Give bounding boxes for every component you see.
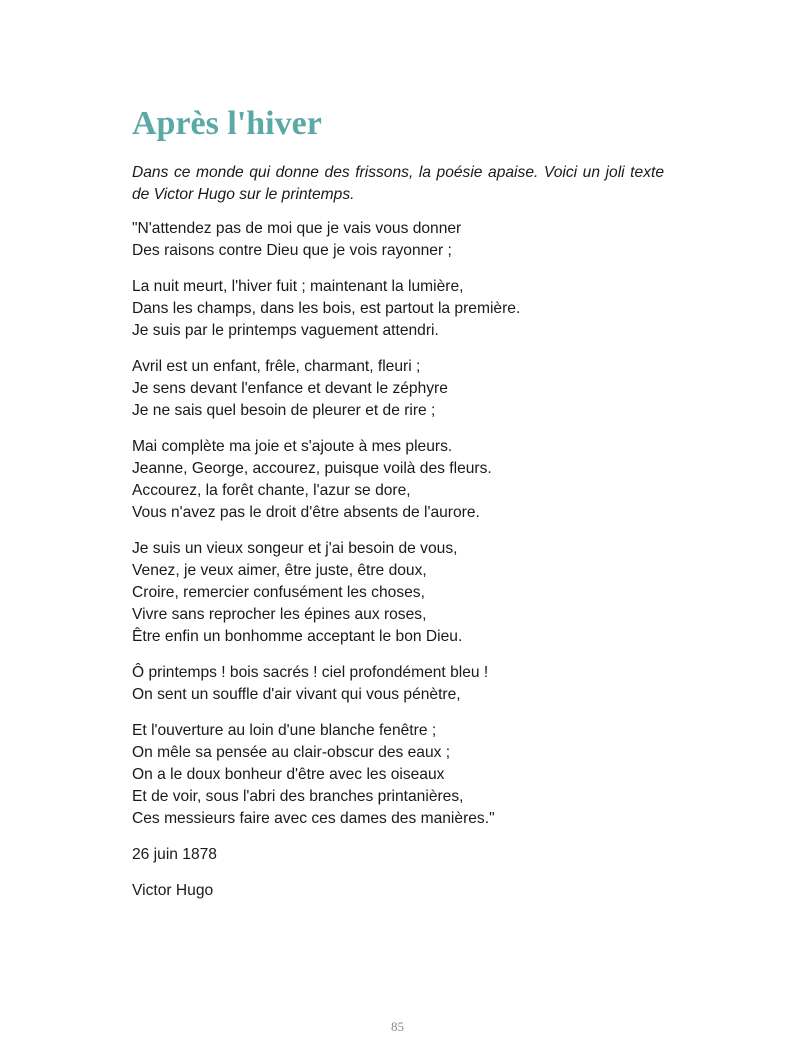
poem-line: Je sens devant l'enfance et devant le zéphyre <box>132 380 448 397</box>
poem-line: On a le doux bonheur d'être avec les oiseaux <box>132 766 445 783</box>
poem-stanza <box>132 356 692 422</box>
poem-line: Venez, je veux aimer, être juste, être doux, <box>132 562 427 579</box>
poem-stanza <box>132 720 692 830</box>
poem-line: Je suis par le printemps vaguement attendri. <box>132 322 439 339</box>
poem-line: Je ne sais quel besoin de pleurer et de rire ; <box>132 402 436 419</box>
poem-line: Ces messieurs faire avec ces dames des manières." <box>132 810 495 827</box>
poem-line: On mêle sa pensée au clair-obscur des eaux ; <box>132 744 451 761</box>
poem-stanza <box>132 276 692 342</box>
poem-line: "N'attendez pas de moi que je vais vous donner <box>132 220 462 237</box>
poem-line: Des raisons contre Dieu que je vois rayonner ; <box>132 242 452 259</box>
poem-line: Croire, remercier confusément les choses, <box>132 584 425 601</box>
poem-stanza <box>132 662 692 706</box>
page-number: 85 <box>391 1019 404 1034</box>
poem-line: On sent un souffle d'air vivant qui vous pénètre, <box>132 686 461 703</box>
poem-line: La nuit meurt, l'hiver fuit ; maintenant la lumière, <box>132 278 464 295</box>
page-title: Après l'hiver <box>132 105 322 142</box>
poem-line: Être enfin un bonhomme acceptant le bon Dieu. <box>132 628 463 645</box>
poem-line: Vivre sans reprocher les épines aux roses, <box>132 606 427 623</box>
poem-line: Jeanne, George, accourez, puisque voilà des fleurs. <box>132 460 492 477</box>
poem-stanza <box>132 436 692 524</box>
poem-line: Mai complète ma joie et s'ajoute à mes pleurs. <box>132 438 453 455</box>
poem-line: Et de voir, sous l'abri des branches printanières, <box>132 788 464 805</box>
poem-line: Vous n'avez pas le droit d'être absents de l'aurore. <box>132 504 480 521</box>
poem-line: Accourez, la forêt chante, l'azur se dore, <box>132 482 411 499</box>
poem-line: Je suis un vieux songeur et j'ai besoin de vous, <box>132 540 458 557</box>
poem-date: 26 juin 1878 <box>132 846 217 863</box>
intro-paragraph: Dans ce monde qui donne des frissons, la poésie apaise. Voici un joli texte de Victor Hugo sur le printemps. <box>132 164 664 203</box>
poem-line: Et l'ouverture au loin d'une blanche fenêtre ; <box>132 722 437 739</box>
poem-line: Ô printemps ! bois sacrés ! ciel profondément bleu ! <box>132 664 489 681</box>
poem <box>132 218 692 916</box>
poem-author: Victor Hugo <box>132 882 214 899</box>
poem-line: Avril est un enfant, frêle, charmant, fleuri ; <box>132 358 421 375</box>
poem-stanza <box>132 218 692 262</box>
poem-line: Dans les champs, dans les bois, est partout la première. <box>132 300 521 317</box>
poem-stanza <box>132 538 692 648</box>
